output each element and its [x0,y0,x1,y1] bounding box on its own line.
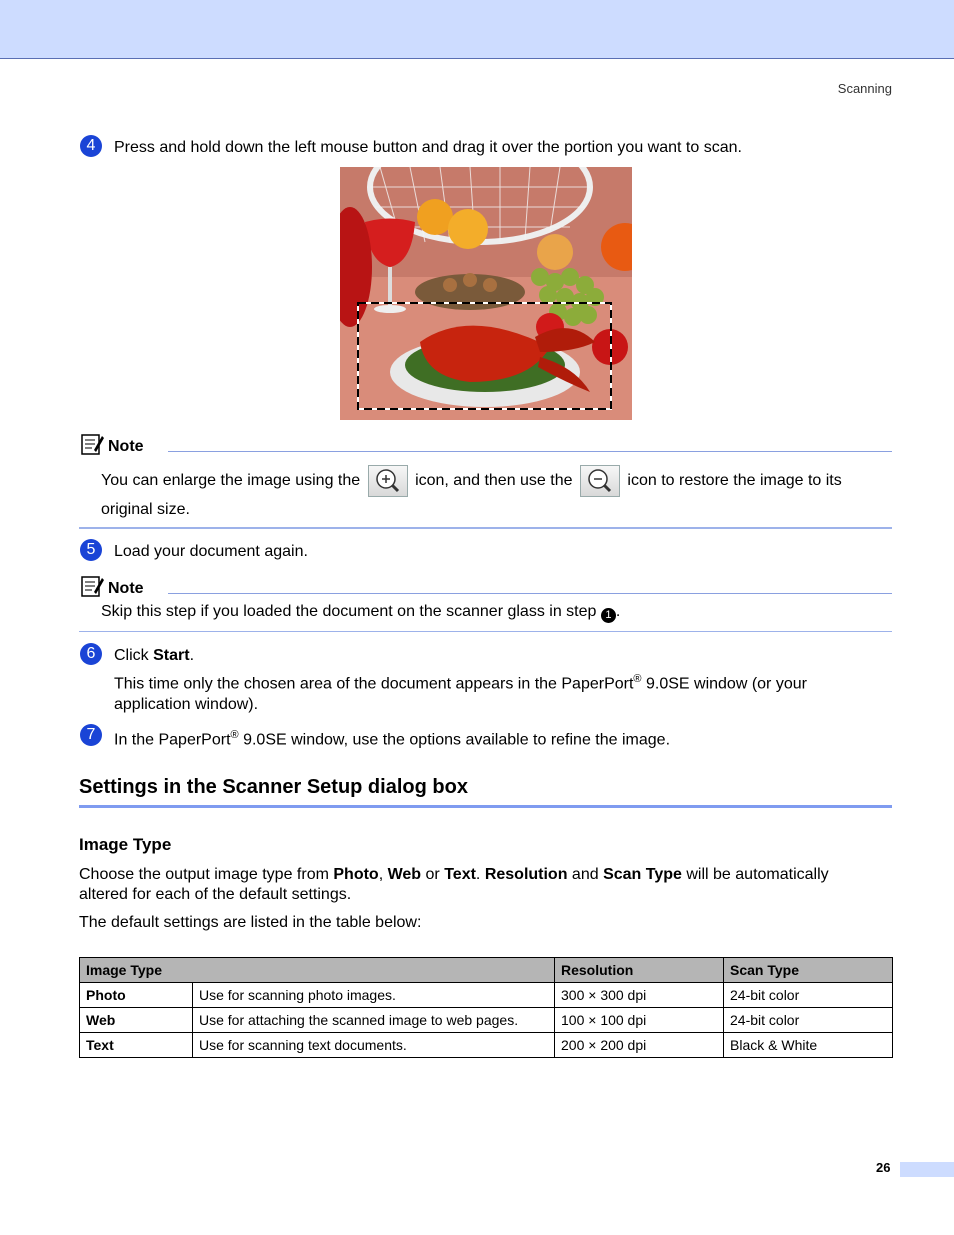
subsection-title: Image Type [79,835,172,854]
step-6-detail-a: This time only the chosen area of the document appears in the PaperPort [114,675,634,693]
cell-res: 200 × 200 dpi [555,1033,724,1058]
step-7-text-b: 9.0SE window, use the options available to refine the image. [238,731,671,749]
step-4-number: 4 [80,135,102,157]
header-resolution: Resolution [555,958,724,983]
registered-mark: ® [633,673,642,685]
cell-desc: Use for attaching the scanned image to web pages. [193,1008,555,1033]
note-2-text: Skip this step if you loaded the document on the scanner glass in step [101,603,597,620]
chapter-title: Scanning [837,81,892,96]
note-1-top-rule [168,451,892,452]
intro-sep-1: , [378,866,388,883]
step-7-text-a: In the PaperPort [114,731,231,749]
table-row [80,983,893,1008]
zoom-in-icon[interactable] [368,465,408,497]
step-6-detail-b: 9.0SE window (or your [641,675,807,693]
step-6-suffix: . [189,647,195,664]
header-image-type: Image Type [80,958,555,983]
note-1-text-a: You can enlarge the image using the [101,472,361,490]
note-2-title: Note [108,580,144,597]
step-4-text: Press and hold down the left mouse button and drag it over the portion you want to scan. [114,139,742,156]
note-1-title: Note [108,438,144,455]
step-6-detail-c: application window). [114,696,259,714]
note-1-heading [80,432,144,456]
table-row [80,1008,893,1033]
note-2-bottom-rule [79,631,892,632]
note-2-body [101,599,891,625]
intro-sep-4: and [567,866,604,883]
start-label: Start [153,647,190,664]
cell-desc: Use for scanning text documents. [193,1033,555,1058]
step-ref-badge: 1 [601,608,616,623]
cell-scan: 24-bit color [724,983,893,1008]
step-7-text [114,725,874,750]
term-photo: Photo [333,866,379,883]
note-2-top-rule [168,593,892,594]
note-1-text-b: icon, and then use the [415,472,573,490]
cell-res: 100 × 100 dpi [555,1008,724,1033]
section-title: Settings in the Scanner Setup dialog box [79,776,468,798]
section-rule [79,805,892,808]
registered-mark: ® [230,729,239,741]
cell-desc: Use for scanning photo images. [193,983,555,1008]
intro-text-b: will be automatically [681,866,829,883]
intro-sep-2: or [421,866,445,883]
cell-scan: Black & White [724,1033,893,1058]
header-scan-type: Scan Type [724,958,893,983]
food-photo-illustration [340,167,632,420]
cell-res: 300 × 300 dpi [555,983,724,1008]
note-2-heading [80,574,144,598]
step-5-number: 5 [80,539,102,561]
cell-type: Photo [80,983,193,1008]
zoom-out-icon[interactable] [580,465,620,497]
cell-type: Web [80,1008,193,1033]
note-1-text-c: icon to restore the image to its [627,472,842,490]
settings-table [79,957,893,1058]
intro-sep-3: . [475,866,485,883]
term-scan-type: Scan Type [603,866,682,883]
header-band [0,0,954,59]
intro-paragraph [79,865,894,905]
step-6-text [114,645,194,666]
step-6-prefix: Click [114,647,154,664]
step-7-number: 7 [80,724,102,746]
scan-preview-image[interactable] [340,167,632,420]
note-1-body [101,465,891,523]
note-2-period: . [615,603,621,620]
step-5-text: Load your document again. [114,543,308,560]
cell-type: Text [80,1033,193,1058]
table-intro: The default settings are listed in the table below: [79,914,422,931]
term-text: Text [444,866,476,883]
table-row [80,1033,893,1058]
note-1-bottom-rule [79,527,892,529]
cell-scan: 24-bit color [724,1008,893,1033]
table-header-row [80,958,893,983]
step-6-detail [114,669,874,715]
page-number: 26 [876,1160,891,1175]
note-icon [80,432,104,456]
step-6-number: 6 [80,643,102,665]
term-resolution: Resolution [484,866,568,883]
term-web: Web [387,866,422,883]
note-icon [80,574,104,598]
intro-text-a: Choose the output image type from [79,866,334,883]
note-1-text-d: original size. [101,501,190,518]
intro-text-c: altered for each of the default settings. [79,886,352,903]
page-number-bar [900,1162,954,1177]
